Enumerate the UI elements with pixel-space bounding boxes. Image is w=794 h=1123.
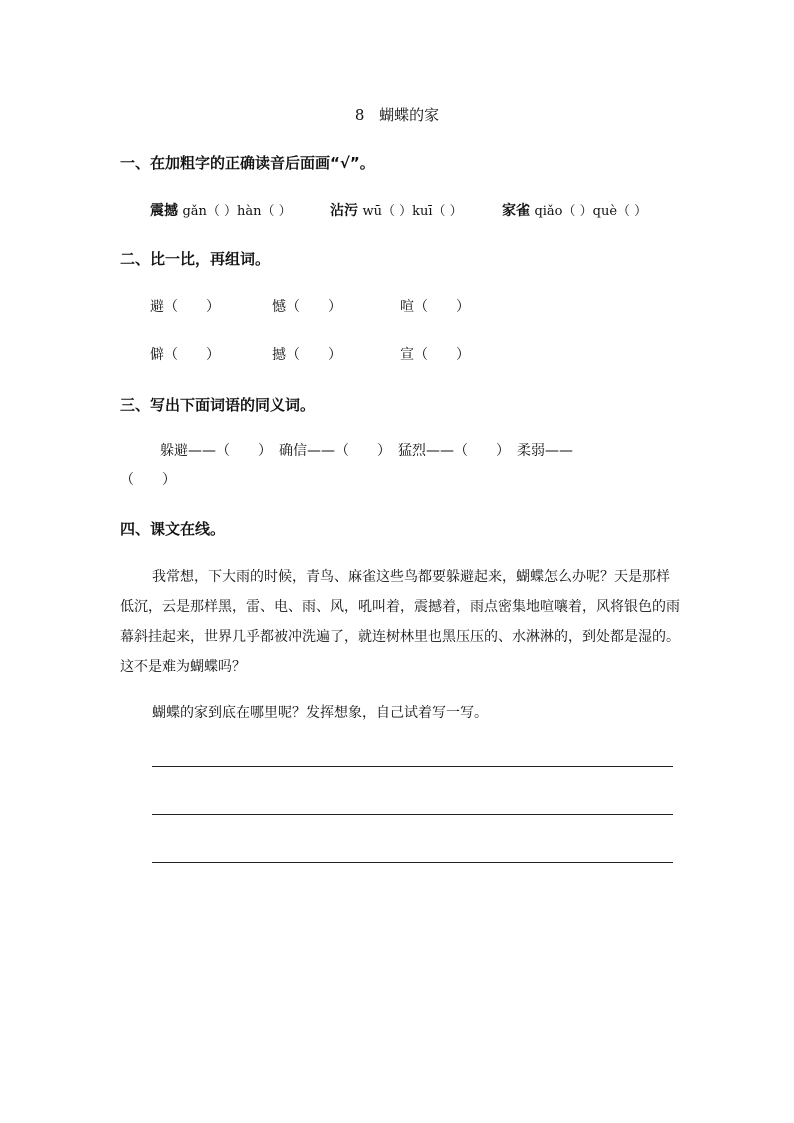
pronunciation-item	[150, 200, 292, 220]
pronunciation-item	[502, 200, 647, 220]
compare-item: 憾（ ）	[272, 299, 342, 315]
pronunciation-word: 家雀	[502, 203, 530, 219]
pronunciation-item	[330, 200, 463, 220]
answer-line[interactable]	[152, 862, 673, 863]
pronunciation-options: qiǎo（ ）què（ ）	[534, 204, 648, 219]
section4-heading: 四、课文在线。	[120, 520, 226, 538]
pronunciation-options: gǎn（ ）hàn（ ）	[182, 204, 292, 219]
passage-text: 我常想，下大雨的时候，青鸟、麻雀这些鸟都要躲避起来，蝴蝶怎么办呢？天是那样低沉，云是那样黑，雷、电、雨、风，吼叫着，震撼着，雨点密集地喧嚷着，风将银色的雨幕斜挂起来，世界几乎都被冲洗遍了，就连树林里也黑压压的、水淋淋的，到处都是湿的。这不是难为蝴蝶吗？	[120, 569, 680, 675]
synonym-line: 躲避——（ ） 确信——（ ） 猛烈——（ ） 柔弱——	[160, 443, 573, 459]
page-title	[0, 104, 794, 125]
reading-passage	[120, 562, 680, 682]
pronunciation-word: 沾污	[330, 203, 358, 219]
compare-item: 宣（ ）	[400, 347, 470, 363]
lesson-number: 8	[354, 106, 365, 124]
pronunciation-options: wū（ ）kuī（ ）	[362, 204, 463, 219]
compare-item: 撼（ ）	[272, 347, 342, 363]
compare-item: 避（ ）	[150, 299, 220, 315]
answer-line[interactable]	[152, 766, 673, 767]
pronunciation-word: 震撼	[150, 203, 178, 219]
section1-heading: 一、在加粗字的正确读音后面画“√”。	[120, 154, 375, 172]
answer-line[interactable]	[152, 814, 673, 815]
writing-prompt	[120, 698, 680, 728]
section3-heading: 三、写出下面词语的同义词。	[120, 396, 316, 414]
lesson-title: 蝴蝶的家	[379, 106, 440, 124]
synonym-line-continued: （ ）	[120, 472, 176, 488]
section2-heading: 二、比一比，再组词。	[120, 250, 271, 268]
compare-item: 喧（ ）	[400, 299, 470, 315]
compare-item: 僻（ ）	[150, 347, 220, 363]
prompt-text: 蝴蝶的家到底在哪里呢？发挥想象，自己试着写一写。	[152, 705, 488, 721]
